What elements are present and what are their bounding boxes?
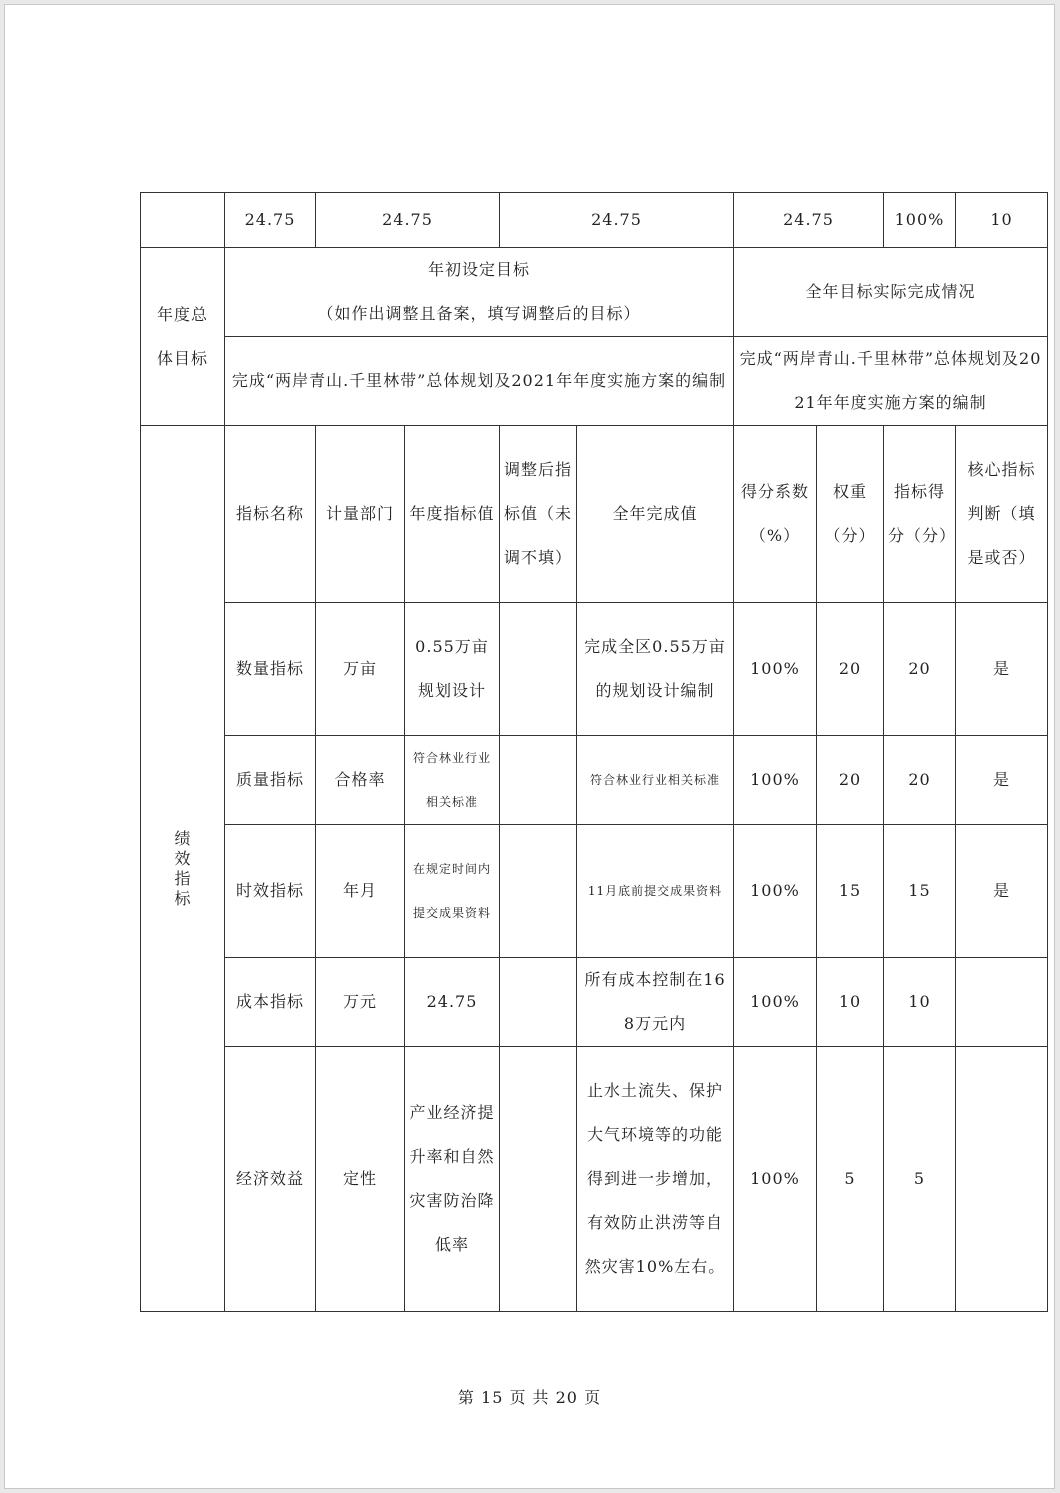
indicator-completed-value: 11月底前提交成果资料 — [577, 825, 734, 958]
annual-goal-label — [141, 248, 225, 426]
header-annual-value: 年度指标值 — [405, 426, 500, 603]
indicator-core — [956, 1047, 1048, 1312]
header-indicator-score: 指标得分（分） — [884, 426, 956, 603]
indicator-name: 成本指标 — [225, 958, 316, 1047]
indicator-core — [956, 958, 1048, 1047]
indicator-completed-value: 止水土流失、保护大气环境等的功能得到进一步增加，有效防止洪涝等自然灾害10%左右。 — [577, 1047, 734, 1312]
indicator-coefficient: 100% — [734, 958, 817, 1047]
indicator-name: 数量指标 — [225, 603, 316, 736]
indicator-completed-value: 完成全区0.55万亩的规划设计编制 — [577, 603, 734, 736]
indicator-unit: 定性 — [316, 1047, 405, 1312]
indicator-weight: 5 — [817, 1047, 884, 1312]
set-goal-header — [225, 248, 734, 337]
page-number-footer: 第 15 页 共 20 页 — [457, 1388, 602, 1407]
header-indicator-name: 指标名称 — [225, 426, 316, 603]
indicator-coefficient: 100% — [734, 736, 817, 825]
indicator-annual-value: 0.55万亩规划设计 — [405, 603, 500, 736]
indicator-adjusted-value — [500, 736, 577, 825]
header-core-indicator: 核心指标判断（填是或否） — [956, 426, 1048, 603]
indicator-unit: 万元 — [316, 958, 405, 1047]
indicator-score: 15 — [884, 825, 956, 958]
actual-completion-text: 完成“两岸青山.千里林带”总体规划及2021年年度实施方案的编制 — [734, 337, 1048, 426]
indicator-score: 10 — [884, 958, 956, 1047]
indicator-adjusted-value — [500, 1047, 577, 1312]
header-coefficient: 得分系数（%） — [734, 426, 817, 603]
budget-adjusted-cell: 24.75 — [316, 193, 500, 248]
annual-goal-label-text: 年度总体目标 — [156, 304, 208, 368]
indicator-core: 是 — [956, 825, 1048, 958]
actual-completion-header: 全年目标实际完成情况 — [734, 248, 1048, 337]
indicator-unit: 年月 — [316, 825, 405, 958]
budget-full-year-cell: 24.75 — [500, 193, 734, 248]
table-row — [141, 1047, 1048, 1312]
indicator-header-row — [141, 426, 1048, 603]
goal-header-row — [141, 248, 1048, 337]
indicator-adjusted-value — [500, 958, 577, 1047]
indicator-annual-value: 产业经济提升率和自然灾害防治降低率 — [405, 1047, 500, 1312]
indicator-name: 经济效益 — [225, 1047, 316, 1312]
indicator-weight: 15 — [817, 825, 884, 958]
performance-indicator-label — [141, 426, 225, 1312]
indicator-name: 时效指标 — [225, 825, 316, 958]
budget-initial-cell: 24.75 — [225, 193, 316, 248]
budget-row — [141, 193, 1048, 248]
indicator-adjusted-value — [500, 825, 577, 958]
header-completed-value: 全年完成值 — [577, 426, 734, 603]
performance-table — [140, 192, 1048, 1312]
indicator-completed-value: 符合林业行业相关标准 — [577, 736, 734, 825]
indicator-coefficient: 100% — [734, 825, 817, 958]
execution-rate-cell: 100% — [884, 193, 956, 248]
indicator-annual-value: 24.75 — [405, 958, 500, 1047]
set-goal-header-line1: 年初设定目标 — [427, 260, 530, 279]
document-page — [4, 4, 1055, 1489]
indicator-core: 是 — [956, 603, 1048, 736]
indicator-coefficient: 100% — [734, 603, 817, 736]
performance-indicator-label-text: 绩效指标 — [174, 828, 192, 908]
set-goal-header-line2: （如作出调整且备案，填写调整后的目标） — [317, 304, 641, 323]
executed-cell: 24.75 — [734, 193, 884, 248]
indicator-weight: 10 — [817, 958, 884, 1047]
header-weight: 权重（分） — [817, 426, 884, 603]
indicator-name: 质量指标 — [225, 736, 316, 825]
indicator-unit: 万亩 — [316, 603, 405, 736]
table-row — [141, 825, 1048, 958]
table-row — [141, 736, 1048, 825]
indicator-weight: 20 — [817, 603, 884, 736]
table-row — [141, 603, 1048, 736]
header-unit: 计量部门 — [316, 426, 405, 603]
header-adjusted-value: 调整后指标值（未调不填） — [500, 426, 577, 603]
indicator-adjusted-value — [500, 603, 577, 736]
empty-cell — [141, 193, 225, 248]
indicator-completed-value: 所有成本控制在168万元内 — [577, 958, 734, 1047]
indicator-coefficient: 100% — [734, 1047, 817, 1312]
table-row — [141, 958, 1048, 1047]
indicator-weight: 20 — [817, 736, 884, 825]
indicator-annual-value: 在规定时间内提交成果资料 — [405, 825, 500, 958]
goal-content-row — [141, 337, 1048, 426]
set-goal-text: 完成“两岸青山.千里林带”总体规划及2021年年度实施方案的编制 — [225, 337, 734, 426]
indicator-unit: 合格率 — [316, 736, 405, 825]
indicator-core: 是 — [956, 736, 1048, 825]
indicator-score: 20 — [884, 736, 956, 825]
indicator-score: 5 — [884, 1047, 956, 1312]
indicator-score: 20 — [884, 603, 956, 736]
indicator-annual-value: 符合林业行业相关标准 — [405, 736, 500, 825]
budget-score-cell: 10 — [956, 193, 1048, 248]
